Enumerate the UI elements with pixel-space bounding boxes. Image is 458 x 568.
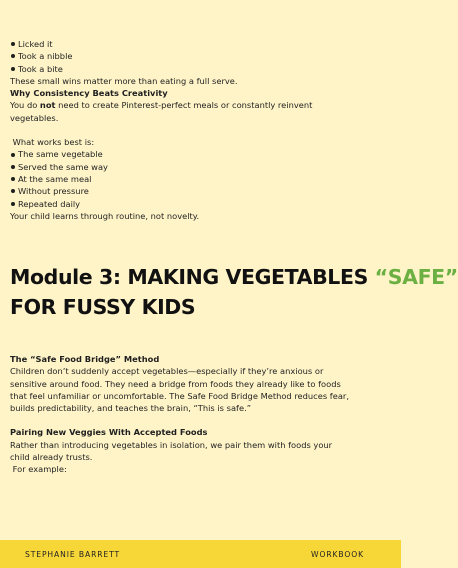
safe-highlight: “SAFE” [374, 265, 458, 289]
pairing-heading: Pairing New Veggies With Accepted Foods [10, 427, 208, 438]
bullet-icon [11, 177, 15, 181]
page-content-top [10, 38, 395, 222]
bridge-paragraph-line: that feel unfamiliar or uncomfortable. The Safe Food Bridge Method reduces fear, [10, 390, 349, 401]
routine-text: Your child learns through routine, not novelty. [10, 210, 200, 221]
list-item: Licked it [10, 38, 395, 50]
consistency-heading: Why Consistency Beats Creativity [10, 88, 168, 99]
list-item: Served the same way [10, 161, 395, 173]
bridge-paragraph-line: builds predictability, and teaches the brain, “This is safe.” [10, 403, 252, 414]
bullet-icon [11, 165, 15, 169]
bridge-paragraph-line: Children don’t suddenly accept vegetables—especially if they’re anxious or [10, 366, 324, 377]
bridge-heading: The “Safe Food Bridge” Method [10, 354, 160, 364]
list-item: At the same meal [10, 173, 395, 185]
list-item: Without pressure [10, 185, 395, 197]
page-content-bottom [10, 353, 395, 476]
bullet-icon [11, 189, 15, 193]
bullet-icon [11, 54, 15, 58]
consistency-paragraph: You do not need to create Pinterest-perfect meals or constantly reinvent [10, 100, 313, 111]
bullet-icon [11, 153, 15, 157]
consistency-paragraph-cont: vegetables. [10, 112, 59, 123]
footer-label: WORKBOOK [311, 550, 364, 559]
bullet-icon [11, 42, 15, 46]
list-item: Took a bite [10, 63, 395, 75]
pairing-paragraph-line: child already trusts. [10, 452, 93, 463]
list-item: Repeated daily [10, 198, 395, 210]
pairing-paragraph-line: Rather than introducing vegetables in isolation, we pair them with foods your [10, 439, 333, 450]
bullet-icon [11, 202, 15, 206]
footer-author: STEPHANIE BARRETT [25, 550, 121, 559]
list-item: The same vegetable [10, 148, 395, 160]
module-title: Module 3: MAKING VEGETABLES “SAFE” FOR FUSSY KIDS [10, 265, 458, 319]
works-best-label: What works best is: [10, 137, 95, 148]
list-item: Took a nibble [10, 50, 395, 62]
small-wins-text: These small wins matter more than eating a full serve. [10, 75, 238, 86]
page-footer [0, 540, 401, 568]
bridge-paragraph-line: sensitive around food. They need a bridge from foods they already like to foods [10, 378, 341, 389]
pairing-example-label: For example: [10, 464, 67, 475]
bullet-icon [11, 67, 15, 71]
